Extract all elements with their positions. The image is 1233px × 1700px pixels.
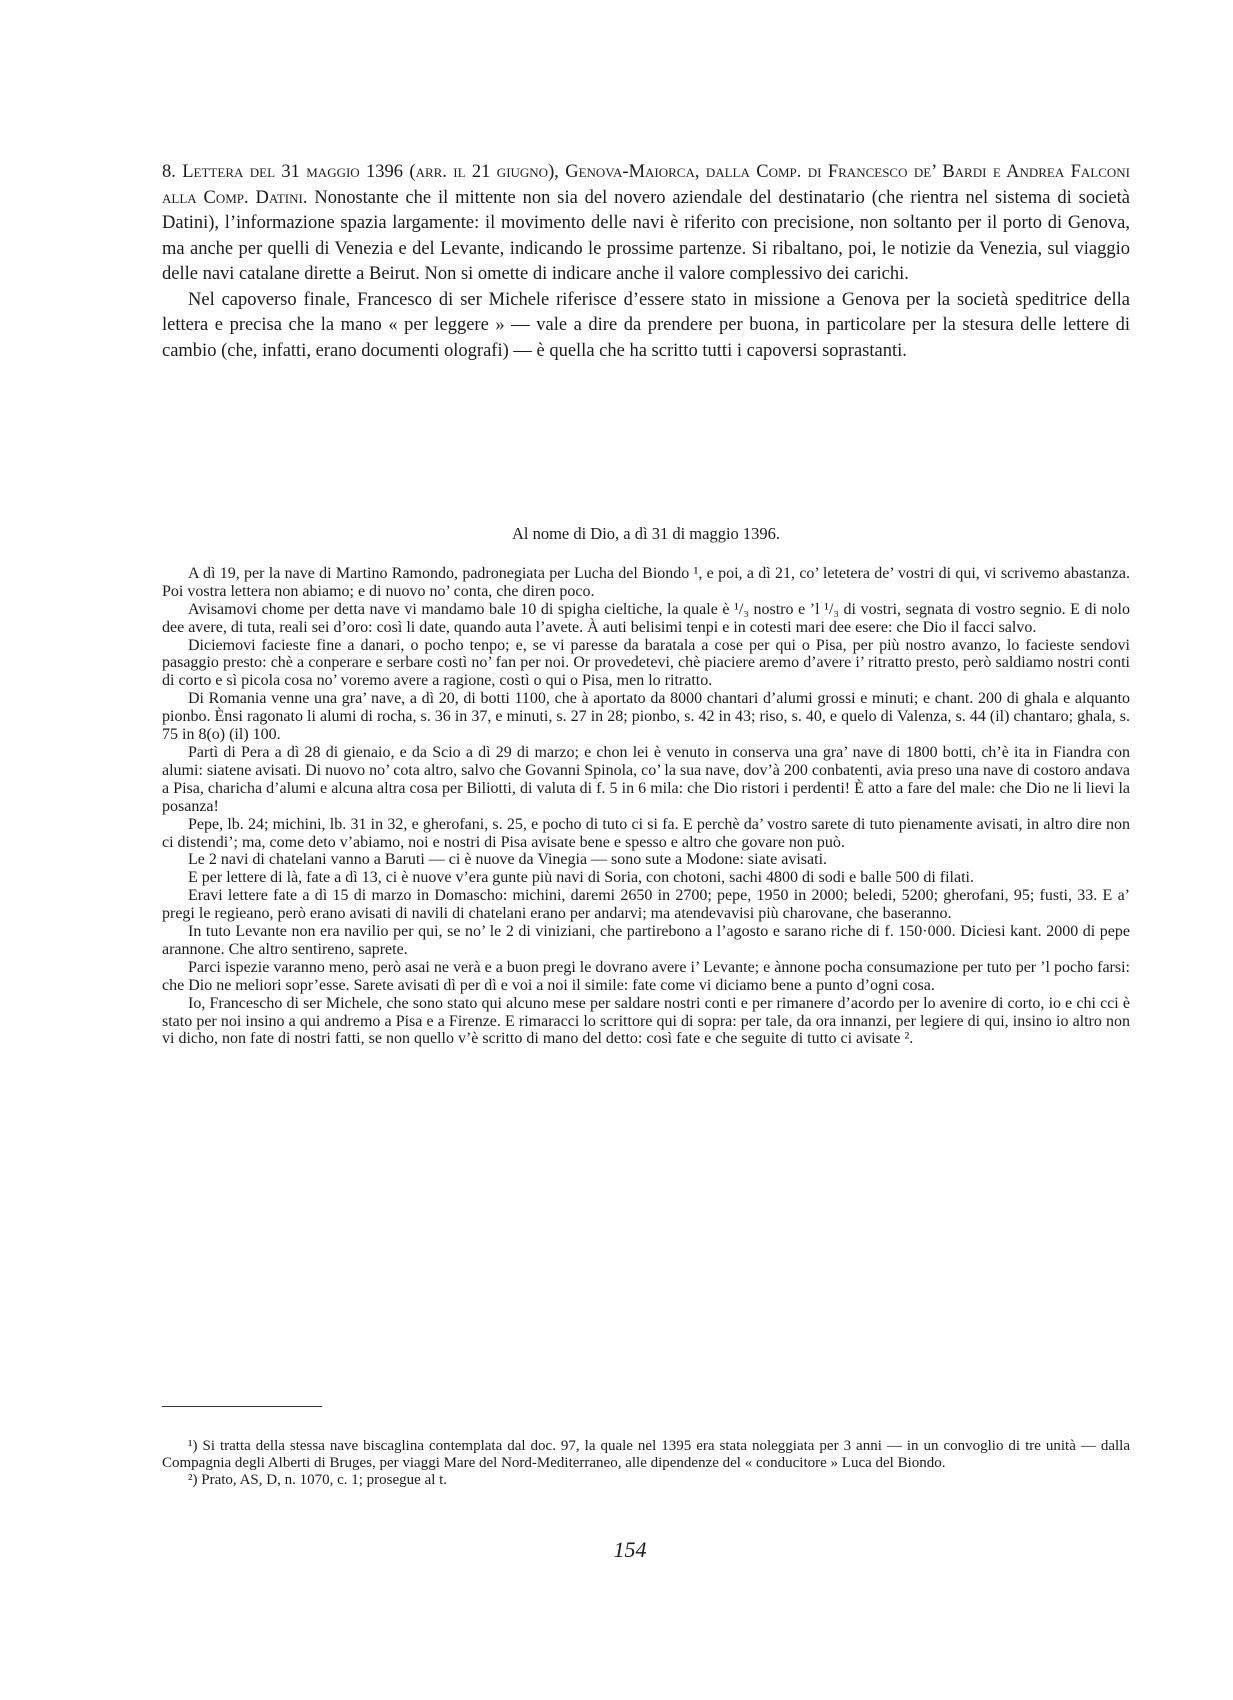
document-title: Lettera del 31 maggio 1396 (arr. il 21 giugno), Genova-Maiorca, dalla Comp. di Francesco de’ Bardi e Andrea Falconi alla Comp. Datini. [162,162,1131,208]
footnote-2: ²) Prato, AS, D, n. 1070, c. 1; prosegue al t. [188,1472,448,1488]
page-number: 154 [613,1537,647,1562]
intro-paragraph-2: Nel capoverso finale, Francesco di ser Michele riferisce d’essere stato in missione a Genova per la società speditrice della lettera e precisa che la mano « per leggere » — vale a dire da prendere per buona, in particolare per la stesura delle lettere di cambio (che, infatti, erano documenti olografi) — è quella che ha scritto tutti i capoversi soprastanti. [162,289,1130,361]
letter-paragraph: A dì 19, per la nave di Martino Ramondo, padronegiata per Lucha del Biondo ¹, e poi, a dì 21, co’ letetera de’ vostri di qui, vi scrivemo abastanza. Poi vostra lettera non abiamo; e di nuovo no’ conta, che diren poco. [162,564,1130,600]
letter-paragraph: E per lettere di là, fate a dì 13, ci è nuove v’era gunte più navi di Soria, con chotoni, sachi 4800 di sodi e balle 500 di filati. [188,869,974,887]
intro-text-1: Nonostante che il mittente non sia del novero aziendale del destinatario (che rientra nel sistema di società Datini), l’informazione spazia largamente: il movimento delle navi è riferito con precisione, non soltanto per il porto di Genova, ma anche per quelli di Venezia e del Levante, indicando le prossime partenze. Si ribaltano, poi, le notizie da Venezia, sul viaggio delle navi catalane dirette a Beirut. Non si omette di indicare anche il valore complessivo dei carichi. [162,187,1130,284]
intro-paragraph-1 [162,160,1130,288]
letter-paragraph: Io, Franceschо di ser Michele, che sono stato qui alcuno mese per saldare nostri conti e per rimanere d’acordo per lo avenire di corto, io e chi cci è stato per noi insino a qui andremo a Pisa e a Firenze. E rimaracci lo scrittore qui di sopra: per tale, da ora innanzi, per legiere di qui, insino io altro non vi dicho, non fate di nostri fatti, se non quello v’è scritto di mano del detto: così fate e che seguite di tutto ci avisate ². [162,994,1130,1048]
footnote-1: ¹) Si tratta della stessa nave biscaglina contemplata dal doc. 97, la quale nel 1395 era stata noleggiata per 3 anni — in un convoglio di tre unità — dalla Compagnia degli Alberti di Bruges, per viaggi Mare del Nord-Mediterraneo, alle dipendenze del « conducitore » Luca del Biondo. [162,1438,1130,1471]
footnotes [162,1438,1130,1489]
letter-paragraph: Pepe, lb. 24; michini, lb. 31 in 32, e gherofani, s. 25, e pocho di tuto ci si fa. E perchè da’ vostro sarete di tuto pienamente avisati, in altro dire non ci distendi’; ma, come deto v’abiamo, noi e nostri di Pisa avisate bene e spesso e altro che govare non può. [162,815,1130,851]
document-number: 8. [162,162,176,182]
intro-section [162,160,1130,364]
letter-transcription [162,525,1130,1048]
letter-dateline: Al nome di Dio, a dì 31 di maggio 1396. [511,524,781,543]
letter-paragraph: Di Romania venne una gra’ nave, a dì 20, di botti 1100, che à aportato da 8000 chantari d’alumi grossi e minuti; e chant. 200 di ghala e alquanto pionbo. Ènsi ragonato li alumi di rocha, s. 36 in 37, e minuti, s. 27 in 28; pionbo, s. 42 in 43; riso, s. 40, e quelo di Valenza, s. 44 (il) chantaro; ghala, s. 75 in 8(o) (il) 100. [162,690,1130,744]
letter-paragraph: Parci ispezie varanno meno, però asai ne verà e a buon pregi le dovrano avere i’ Levante; e ànnone pocha consumazione per tuto per ’l pocho farsi: che Dio ne meliori sopr’esse. Sarete avisati dì per dì e voi a noi il simile: fate come vi diciamo bene a punto d’ogni cosa. [162,958,1130,994]
letter-paragraph: Diciemovi facieste fine a danari, o pocho tenpo; e, se vi paresse da baratala a cose per qui o Pisa, per più nostro avanzo, lo facieste sendovi pasaggio presto: chè a conperare e serbare costì no’ fan per noi. Or provedetevi, chè piaciere aremo d’avere i’ ritratto presto, però saldiamo nostri conti di corto e sì picola cosa no’ voremo avere a ragione, costì o qui o Pisa, men lo ritratto. [162,636,1130,690]
letter-paragraph: Eravi lettere fate a dì 15 di marzo in Domascho: michini, daremi 2650 in 2700; pepe, 1950 in 2000; beledi, 5200; gherofani, 95; fusti, 33. E a’ pregi le regieano, però erano avisati di navili di chatelani erano per andarvi; ma atendevavisi più charovane, che baseranno. [162,887,1130,923]
letter-paragraph: In tuto Levante non era navilio per qui, se no’ le 2 di viniziani, che partirebono a l’agosto e sarano riche di f. 150·000. Diciesi kant. 2000 di pepe arannone. Che altro sentireno, saprete. [162,923,1130,958]
letter-paragraph: Partì di Pera a dì 28 di gienaio, e da Scio a dì 29 di marzo; e chon lei è venuto in conserva una gra’ nave di 1800 botti, ch’è ita in Fiandra con alumi: siatene avisati. Di nuovo no’ cota altro, salvo che Govanni Spinola, co’ la sua nave, dov’à 200 conbatenti, avia preso una nave di costoro andava a Pisa, charicha d’alumi e alcuna altra cosa per Biliotti, di valuta di f. 5 in 6 mila: che Dio ristori i perdenti! È atto a fare del male: che Dio ne li lievi la posanza! [162,743,1130,815]
letter-paragraph: Le 2 navi di chatelani vanno a Baruti — ci è nuove da Vinegia — sono sute a Modone: siate avisati. [188,851,828,869]
footnote-separator [162,1406,322,1407]
letter-paragraph: Avisamovi chome per detta nave vi mandamo bale 10 di spigha cieltiche, la quale è ¹/₃ nostro e ’l ¹/₃ di vostri, segnata di vostro segnio. E di nolo dee avere, di tuta, reali sei d’oro: così li date, quando auta l’avete. À auti belisimi tenpi e in cotesti mari dee esere: che Dio il facci salvo. [162,600,1130,636]
